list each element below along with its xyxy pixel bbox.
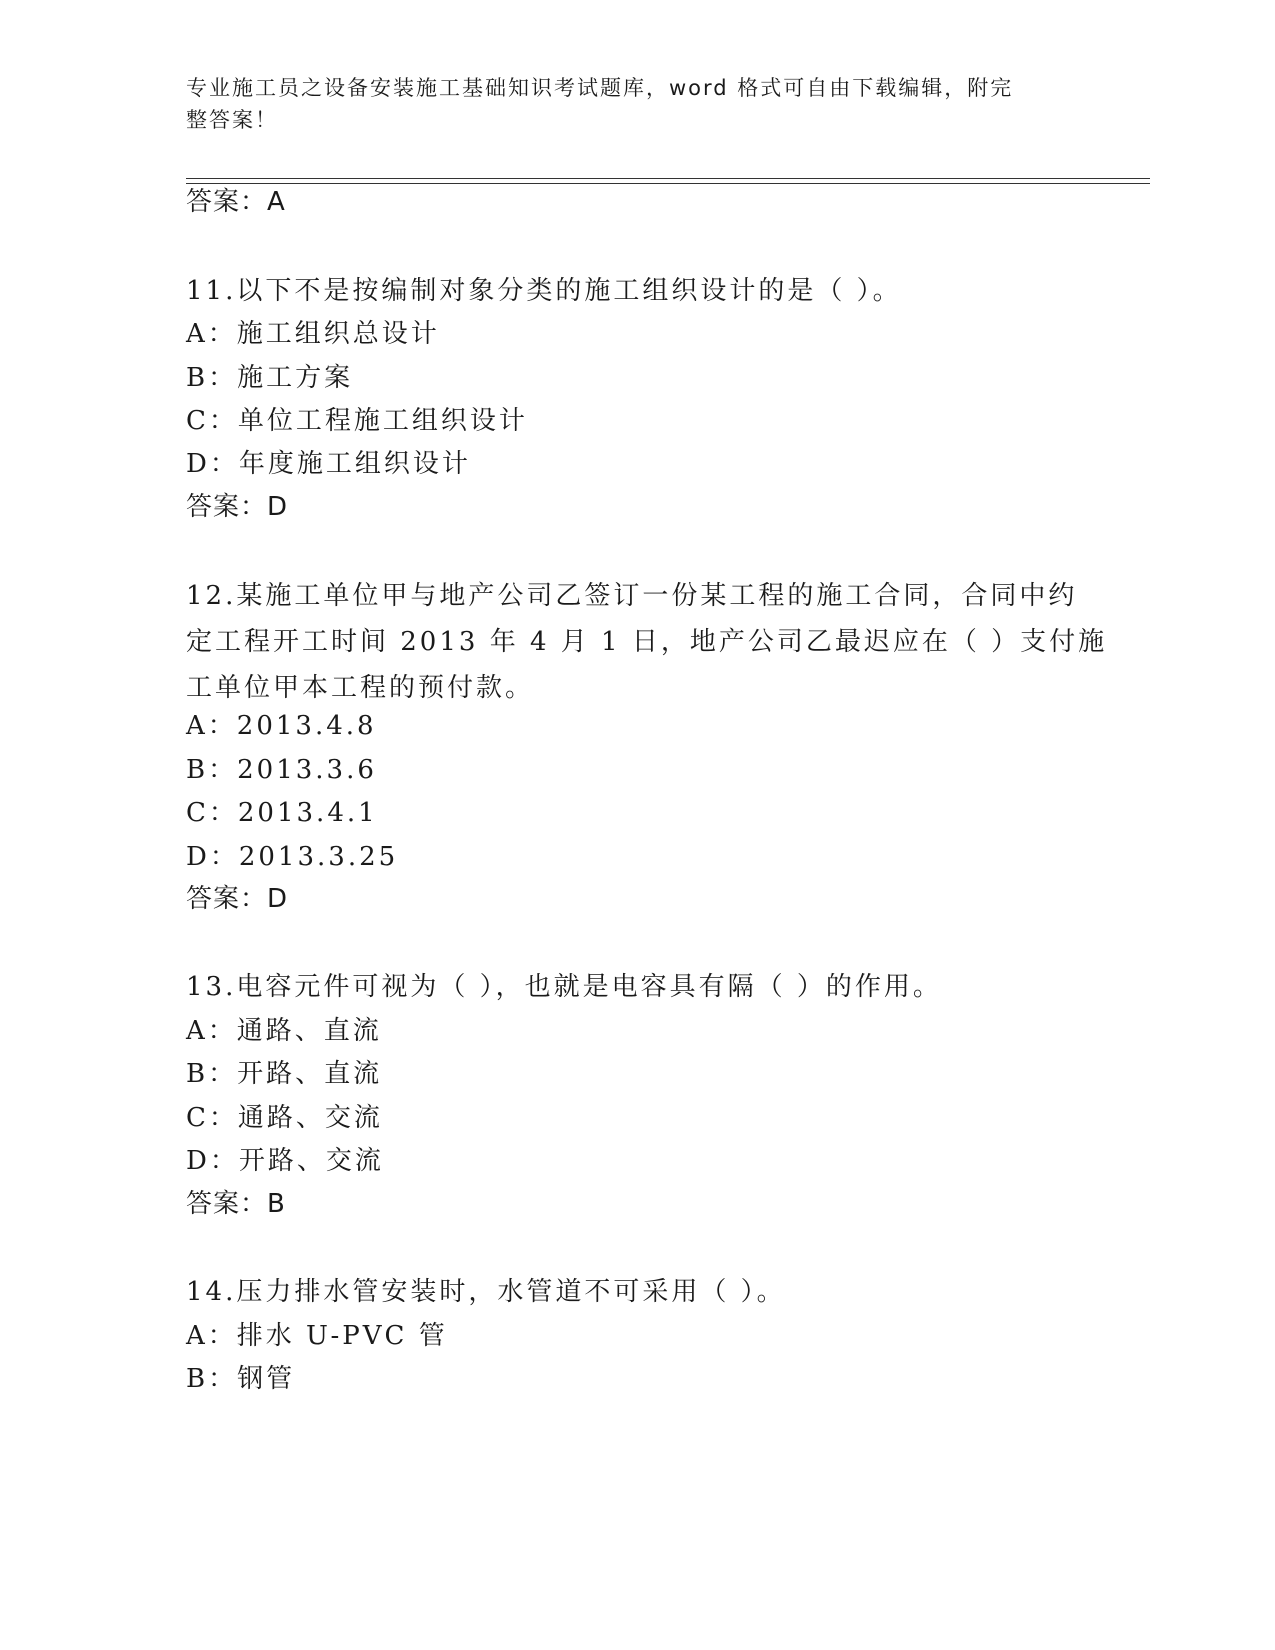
question-12-stem-line-3: 工单位甲本工程的预付款。	[186, 673, 535, 703]
question-11-option-c: C：单位工程施工组织设计	[186, 406, 528, 436]
answer-prev: 答案：A	[186, 187, 286, 217]
question-12-stem-line-2: 定工程开工时间 2013 年 4 月 1 日，地产公司乙最迟应在（ ）支付施	[186, 627, 1108, 657]
question-12-option-d: D：2013.3.25	[186, 842, 399, 872]
question-12-option-a: A：2013.4.8	[186, 711, 377, 741]
question-12-option-c: C：2013.4.1	[186, 798, 378, 828]
header-line-1: 专业施工员之设备安装施工基础知识考试题库，word 格式可自由下载编辑，附完	[186, 76, 1014, 100]
question-14-option-b: B：钢管	[186, 1364, 296, 1394]
question-13-stem: 13.电容元件可视为（ ），也就是电容具有隔（ ）的作用。	[186, 972, 942, 1002]
question-14-option-a: A：排水 U-PVC 管	[186, 1321, 448, 1351]
question-11-option-a: A：施工组织总设计	[186, 319, 440, 349]
question-12-answer: 答案：D	[186, 884, 289, 914]
question-14-stem: 14.压力排水管安装时，水管道不可采用（ ）。	[186, 1277, 786, 1307]
question-12-stem	[186, 573, 1108, 711]
header-line-2: 整答案！	[186, 108, 278, 132]
question-11-option-b: B：施工方案	[186, 363, 354, 393]
question-13-option-c: C：通路、交流	[186, 1103, 383, 1133]
question-13-answer: 答案：B	[186, 1189, 286, 1219]
header-divider-top	[186, 178, 1150, 179]
page-header	[186, 72, 1086, 136]
question-12-stem-line-1: 12.某施工单位甲与地产公司乙签订一份某工程的施工合同，合同中约	[186, 581, 1078, 611]
question-11-option-d: D：年度施工组织设计	[186, 449, 471, 479]
question-13-option-b: B：开路、直流	[186, 1059, 383, 1089]
question-13-option-d: D：开路、交流	[186, 1146, 384, 1176]
question-11-answer: 答案：D	[186, 492, 289, 522]
question-12-option-b: B：2013.3.6	[186, 755, 377, 785]
question-11-stem: 11.以下不是按编制对象分类的施工组织设计的是（ ）。	[186, 276, 902, 306]
question-13-option-a: A：通路、直流	[186, 1016, 382, 1046]
header-divider-bottom	[186, 183, 1150, 184]
